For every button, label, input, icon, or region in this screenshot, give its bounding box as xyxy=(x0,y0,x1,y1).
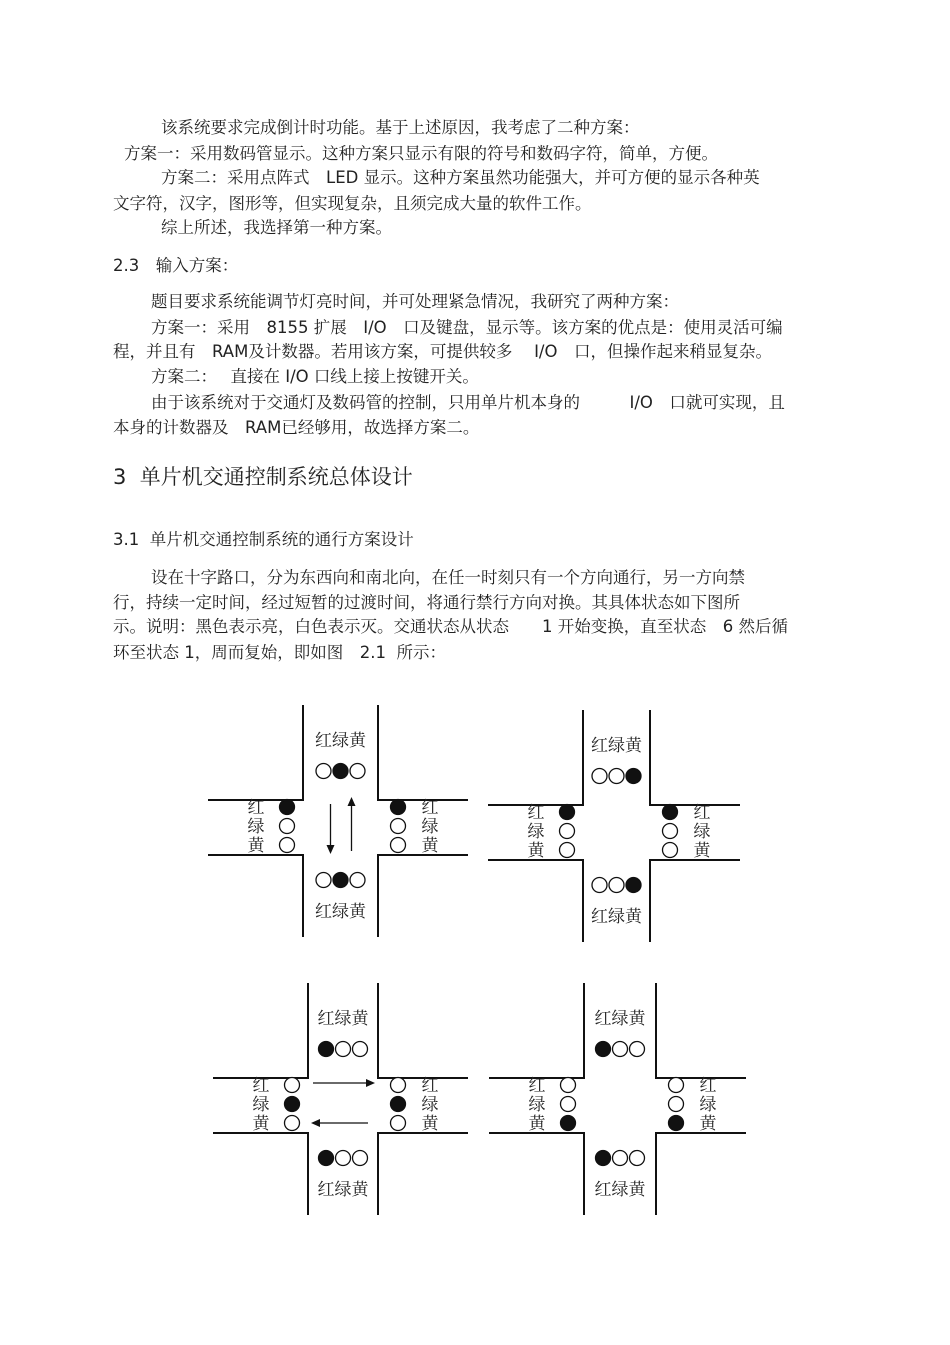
traffic-light-lamp xyxy=(280,819,295,834)
paragraph-line: 方案一：采用数码管显示。这种方案只显示有限的符号和数码字符，简单，方便。 xyxy=(124,144,718,163)
traffic-light-lamp xyxy=(613,1151,628,1166)
paragraph-line: 由于该系统对于交通灯及数码管的控制，只用单片机本身的 I/O 口就可实现，且 xyxy=(151,393,785,412)
traffic-light-lamp xyxy=(285,1116,300,1131)
label-vertical-char: 红 xyxy=(693,803,711,823)
road-edge-bottom-left xyxy=(213,1133,308,1215)
road-edge-top-right xyxy=(378,705,468,800)
traffic-light-lamp xyxy=(285,1097,300,1112)
traffic-light-lamp xyxy=(391,1097,406,1112)
label-red-green-yellow: 红绿黄 xyxy=(315,902,366,922)
traffic-light-lamp xyxy=(630,1042,645,1057)
traffic-light-lamp xyxy=(663,843,678,858)
traffic-light-lamp xyxy=(336,1042,351,1057)
road-edge-bottom-left xyxy=(488,860,583,942)
paragraph-line: 本身的计数器及 RAM已经够用，故选择方案二。 xyxy=(113,418,480,437)
traffic-light-lamp xyxy=(613,1042,628,1057)
label-red-green-yellow: 红绿黄 xyxy=(594,1180,646,1200)
traffic-light-lamp xyxy=(669,1116,684,1131)
traffic-light-lamp xyxy=(561,1116,576,1131)
label-vertical-char: 红 xyxy=(699,1076,717,1096)
traffic-light-lamp xyxy=(609,878,624,893)
intersection-state-2 xyxy=(488,710,740,942)
traffic-light-lamp xyxy=(391,1078,406,1093)
road-edge-bottom-right xyxy=(378,855,468,937)
intersection-state-4 xyxy=(489,983,746,1215)
arrowhead xyxy=(327,845,335,854)
traffic-light-lamp xyxy=(350,764,365,779)
road-edge-top-right xyxy=(378,983,468,1078)
label-vertical-char: 黄 xyxy=(252,1114,270,1134)
intersection-state-1 xyxy=(208,705,468,937)
traffic-light-lamp xyxy=(561,1078,576,1093)
road-edge-top-left xyxy=(208,705,303,800)
label-vertical-char: 黄 xyxy=(527,841,545,861)
label-vertical-char: 绿 xyxy=(247,817,265,837)
road-edge-bottom-left xyxy=(489,1133,584,1215)
traffic-light-lamp xyxy=(560,824,575,839)
label-vertical-char: 红 xyxy=(421,798,439,818)
paragraph-line: 行，持续一定时间，经过短暂的过渡时间，将通行禁行方向对换。其具体状态如下图所 xyxy=(113,593,740,612)
label-vertical-char: 绿 xyxy=(421,1095,439,1115)
label-vertical-char: 黄 xyxy=(421,1114,439,1134)
intersection-state-3 xyxy=(213,983,468,1215)
road-edge-bottom-right xyxy=(378,1133,468,1215)
paragraph-line: 环至状态 1，周而复始，即如图 2.1 所示： xyxy=(113,643,446,662)
label-red-green-yellow: 红绿黄 xyxy=(594,1009,646,1029)
road-edge-top-right xyxy=(656,983,746,1078)
traffic-light-lamp xyxy=(319,1151,334,1166)
label-vertical-char: 红 xyxy=(528,1076,546,1096)
traffic-light-lamp xyxy=(596,1151,611,1166)
label-vertical-char: 绿 xyxy=(252,1095,270,1115)
label-vertical-char: 红 xyxy=(421,1076,439,1096)
label-vertical-char: 黄 xyxy=(528,1114,546,1134)
traffic-light-lamp xyxy=(336,1151,351,1166)
section-heading-2-3: 2.3 输入方案： xyxy=(113,256,239,275)
label-vertical-char: 绿 xyxy=(421,817,439,837)
paragraph-line: 文字符，汉字，图形等，但实现复杂，且须完成大量的软件工作。 xyxy=(113,194,592,213)
traffic-light-lamp xyxy=(663,805,678,820)
traffic-light-lamp xyxy=(280,838,295,853)
label-vertical-char: 黄 xyxy=(247,836,265,856)
paragraph-line: 该系统要求完成倒计时功能。基于上述原因，我考虑了二种方案： xyxy=(161,118,640,137)
paragraph-line: 方案二： 直接在 I/O 口线上接上按键开关。 xyxy=(151,367,479,386)
traffic-light-lamp xyxy=(350,873,365,888)
road-edge-top-left xyxy=(489,983,584,1078)
label-vertical-char: 黄 xyxy=(421,836,439,856)
traffic-light-lamp xyxy=(319,1042,334,1057)
traffic-light-lamp xyxy=(630,1151,645,1166)
traffic-light-lamp xyxy=(391,1116,406,1131)
road-edge-bottom-left xyxy=(208,855,303,937)
traffic-light-lamp xyxy=(353,1151,368,1166)
road-edge-top-left xyxy=(488,710,583,805)
traffic-light-lamp xyxy=(560,843,575,858)
traffic-light-lamp xyxy=(333,764,348,779)
label-red-green-yellow: 红绿黄 xyxy=(591,907,642,927)
traffic-light-lamp xyxy=(333,873,348,888)
label-red-green-yellow: 红绿黄 xyxy=(317,1009,369,1029)
paragraph-line: 方案二：采用点阵式 LED 显示。这种方案虽然功能强大，并可方便的显示各种英 xyxy=(161,168,760,187)
label-vertical-char: 红 xyxy=(252,1076,270,1096)
traffic-light-lamp xyxy=(592,878,607,893)
traffic-light-lamp xyxy=(280,800,295,815)
label-vertical-char: 红 xyxy=(527,803,545,823)
paragraph-line: 综上所述，我选择第一种方案。 xyxy=(161,218,392,237)
label-vertical-char: 红 xyxy=(247,798,265,818)
traffic-light-lamp xyxy=(391,800,406,815)
traffic-light-lamp xyxy=(285,1078,300,1093)
label-vertical-char: 绿 xyxy=(527,822,545,842)
label-vertical-char: 绿 xyxy=(693,822,711,842)
road-edge-top-right xyxy=(650,710,740,805)
traffic-light-lamp xyxy=(391,838,406,853)
arrowhead xyxy=(311,1119,320,1127)
traffic-light-lamp xyxy=(669,1078,684,1093)
traffic-light-lamp xyxy=(592,769,607,784)
traffic-light-lamp xyxy=(353,1042,368,1057)
traffic-light-lamp xyxy=(626,878,641,893)
label-red-green-yellow: 红绿黄 xyxy=(317,1180,369,1200)
label-vertical-char: 黄 xyxy=(693,841,711,861)
label-red-green-yellow: 红绿黄 xyxy=(591,736,642,756)
traffic-light-lamp xyxy=(561,1097,576,1112)
traffic-light-lamp xyxy=(626,769,641,784)
traffic-light-lamp xyxy=(669,1097,684,1112)
traffic-light-lamp xyxy=(316,873,331,888)
road-edge-bottom-right xyxy=(656,1133,746,1215)
label-vertical-char: 绿 xyxy=(528,1095,546,1115)
paragraph-line: 方案一：采用 8155 扩展 I/O 口及键盘，显示等。该方案的优点是：使用灵活可编 xyxy=(151,318,783,337)
traffic-light-lamp xyxy=(316,764,331,779)
section-heading-3-1: 3.1 单片机交通控制系统的通行方案设计 xyxy=(113,530,414,549)
label-vertical-char: 黄 xyxy=(699,1114,717,1134)
chapter-heading-3: 3 单片机交通控制系统总体设计 xyxy=(113,465,413,489)
arrowhead xyxy=(366,1079,375,1087)
arrowhead xyxy=(348,797,356,806)
paragraph-line: 题目要求系统能调节灯亮时间，并可处理紧急情况，我研究了两种方案： xyxy=(151,292,679,311)
paragraph-line: 示。说明：黑色表示亮，白色表示灭。交通状态从状态 1 开始变换，直至状态 6 然后循 xyxy=(113,617,788,636)
traffic-light-lamp xyxy=(560,805,575,820)
label-vertical-char: 绿 xyxy=(699,1095,717,1115)
paragraph-line: 程，并且有 RAM及计数器。若用该方案，可提供较多 I/O 口，但操作起来稍显复杂。 xyxy=(113,342,772,361)
traffic-light-lamp xyxy=(391,819,406,834)
traffic-light-lamp xyxy=(609,769,624,784)
label-red-green-yellow: 红绿黄 xyxy=(315,731,366,751)
paragraph-line: 设在十字路口，分为东西向和南北向，在任一时刻只有一个方向通行，另一方向禁 xyxy=(151,568,745,587)
traffic-light-lamp xyxy=(596,1042,611,1057)
road-edge-bottom-right xyxy=(650,860,740,942)
traffic-light-lamp xyxy=(663,824,678,839)
road-edge-top-left xyxy=(213,983,308,1078)
